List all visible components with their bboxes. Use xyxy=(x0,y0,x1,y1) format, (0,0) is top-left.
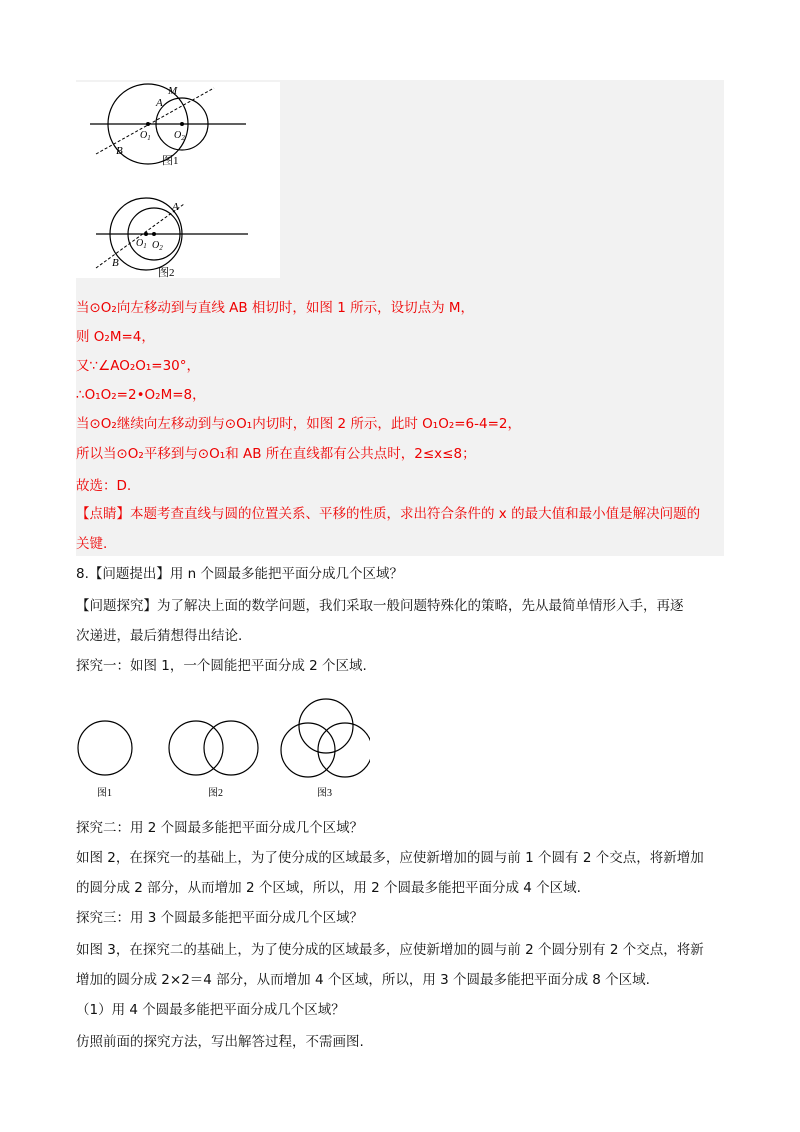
explore-3-title: 探究三：用 3 个圆最多能把平面分成几个区域？ xyxy=(76,910,364,926)
question-1: （1）用 4 个圆最多能把平面分成几个区域？ xyxy=(76,1002,345,1018)
fig1-point-o2 xyxy=(180,122,184,126)
fig1-point-o1 xyxy=(146,122,150,126)
fig2-point-o1 xyxy=(144,232,148,236)
fig1-caption: 图1 xyxy=(162,155,179,167)
explore-2-line-2: 的圆分成 2 部分，从而增加 2 个区域，所以，用 2 个圆最多能把平面分成 4 个区域. xyxy=(76,880,581,896)
fig1-label-a: A xyxy=(156,97,163,109)
solution-line-2: 则 O₂M=4， xyxy=(76,329,155,345)
geometry-figures xyxy=(76,82,280,278)
fig1-circle-caption: 图1 xyxy=(97,788,112,799)
geometry-figure-svg xyxy=(76,82,280,278)
explore-2-line-1: 如图 2，在探究一的基础上，为了使分成的区域最多，应使新增加的圆与前 1 个圆有 2 个交点，将新增加 xyxy=(76,850,704,866)
fig2-circle-caption: 图2 xyxy=(208,788,223,799)
fig3-circle-caption: 图3 xyxy=(317,788,332,799)
fig1-line-ab xyxy=(96,88,214,154)
explore-3-line-2: 增加的圆分成 2×2＝4 部分，从而增加 4 个区域，所以，用 3 个圆最多能把平面分成 8 个区域. xyxy=(76,972,650,988)
fig2-point-o2 xyxy=(152,232,156,236)
solution-line-6: 所以当⊙O₂平移到与⊙O₁和 AB 所在直线都有公共点时，2≤x≤8； xyxy=(76,446,476,462)
fig2-circle-left xyxy=(169,721,223,775)
explore-2-title: 探究二：用 2 个圆最多能把平面分成几个区域？ xyxy=(76,820,364,836)
fig2-caption: 图2 xyxy=(158,267,175,278)
fig1-label-o1: $O_1$ xyxy=(140,130,151,142)
solution-line-5: 当⊙O₂继续向左移动到与⊙O₁内切时，如图 2 所示，此时 O₁O₂=6-4=2， xyxy=(76,416,521,432)
explore-3-line-1: 如图 3，在探究二的基础上，为了使分成的区域最多，应使新增加的圆与前 2 个圆分别有 2 个交点，将新 xyxy=(76,942,704,958)
explore-intro-line-2: 次递进，最后猜想得出结论. xyxy=(76,628,243,644)
explore-intro-line-1: 【问题探究】为了解决上面的数学问题，我们采取一般问题特殊化的策略，先从最简单情形入手，再逐 xyxy=(76,598,684,614)
fig1-label-b: B xyxy=(116,145,123,157)
fig3-circle-left xyxy=(281,723,335,777)
solution-line-8: 【点睛】本题考查直线与圆的位置关系、平移的性质，求出符合条件的 x 的最大值和最小值是解决问题的 xyxy=(76,506,701,522)
solution-line-4: ∴O₁O₂=2•O₂M=8， xyxy=(76,387,206,403)
fig1-label-m: M xyxy=(168,85,178,97)
fig2-label-a: A xyxy=(172,201,179,213)
question-1-note: 仿照前面的探究方法，写出解答过程，不需画图. xyxy=(76,1034,364,1050)
circle-region-figures xyxy=(70,688,370,804)
fig3-circle-top xyxy=(299,699,353,753)
fig2-circle-right xyxy=(204,721,258,775)
solution-line-7: 故选：D. xyxy=(76,478,132,494)
fig3-circle-right xyxy=(318,723,370,777)
fig2-label-o2: $O_2$ xyxy=(152,240,163,252)
fig2-line-ab xyxy=(96,204,184,268)
solution-line-3: 又∵∠AO₂O₁=30°， xyxy=(76,358,201,374)
fig1-label-o2: $O_2$ xyxy=(174,130,185,142)
problem-title: 8.【问题提出】用 n 个圆最多能把平面分成几个区域？ xyxy=(76,566,404,582)
solution-line-1: 当⊙O₂向左移动到与直线 AB 相切时，如图 1 所示，设切点为 M， xyxy=(76,300,475,316)
fig1-single-circle xyxy=(78,721,132,775)
fig2-label-o1: $O_1$ xyxy=(136,238,147,250)
explore-1: 探究一：如图 1，一个圆能把平面分成 2 个区域. xyxy=(76,658,367,674)
fig2-label-b: B xyxy=(112,257,119,269)
solution-line-9: 关键. xyxy=(76,536,108,552)
